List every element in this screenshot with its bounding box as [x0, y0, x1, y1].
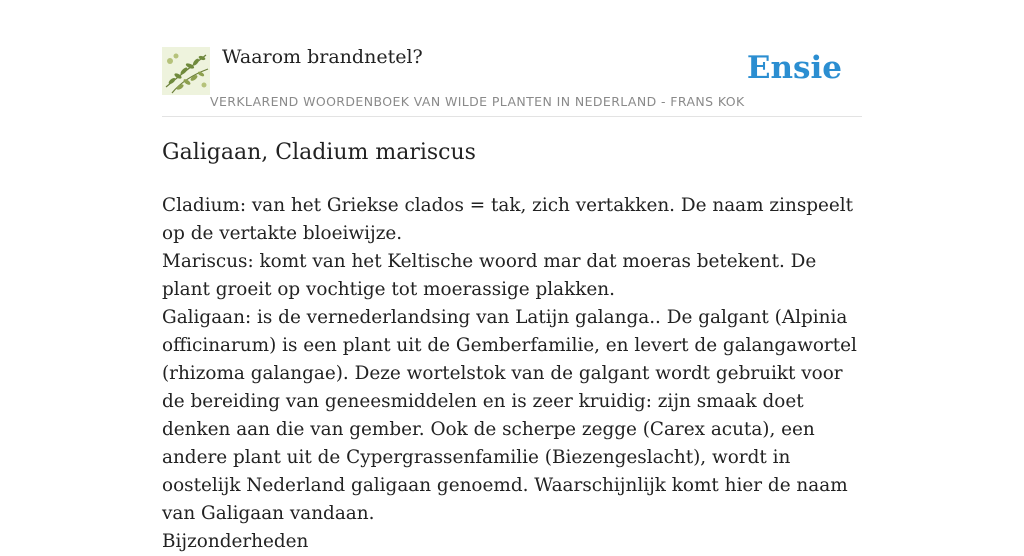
leaf-branch-icon: [162, 47, 210, 95]
entry-body: [162, 192, 866, 556]
header: [162, 44, 862, 117]
entry-title: Galigaan, Cladium mariscus: [162, 140, 476, 165]
avatar[interactable]: [162, 47, 210, 95]
paragraph-cladium: Cladium: van het Griekse clados = tak, zich vertakken. De naam zinspeelt op de vertakte bloeiwijze.: [162, 195, 854, 244]
ensie-logo[interactable]: Ensie: [746, 50, 842, 86]
paragraph-bijzonderheden: Bijzonderheden: [162, 531, 309, 552]
site-title[interactable]: Waarom brandnetel?: [222, 46, 423, 68]
dictionary-subtitle[interactable]: VERKLAREND WOORDENBOEK VAN WILDE PLANTEN IN NEDERLAND - FRANS KOK: [210, 94, 745, 109]
paragraph-galigaan: Galigaan: is de vernederlandsing van Latijn galanga.. De galgant (Alpinia officinarum) is een plant uit de Gemberfamilie, en levert de galangawortel (rhizoma galangae). Deze wortelstok van de galgant wordt gebruikt voor de bereiding van geneesmiddelen en is zeer kruidig: zijn smaak doet denken aan die van gember. Ook de scherpe zegge (Carex acuta), een andere plant uit de Cypergrassenfamilie (Biezengeslacht), wordt in oostelijk Nederland galigaan genoemd. Waarschijnlijk komt hier de naam van Galigaan vandaan.: [162, 307, 857, 524]
paragraph-mariscus: Mariscus: komt van het Keltische woord mar dat moeras betekent. De plant groeit op vochtige tot moerassige plakken.: [162, 251, 817, 300]
